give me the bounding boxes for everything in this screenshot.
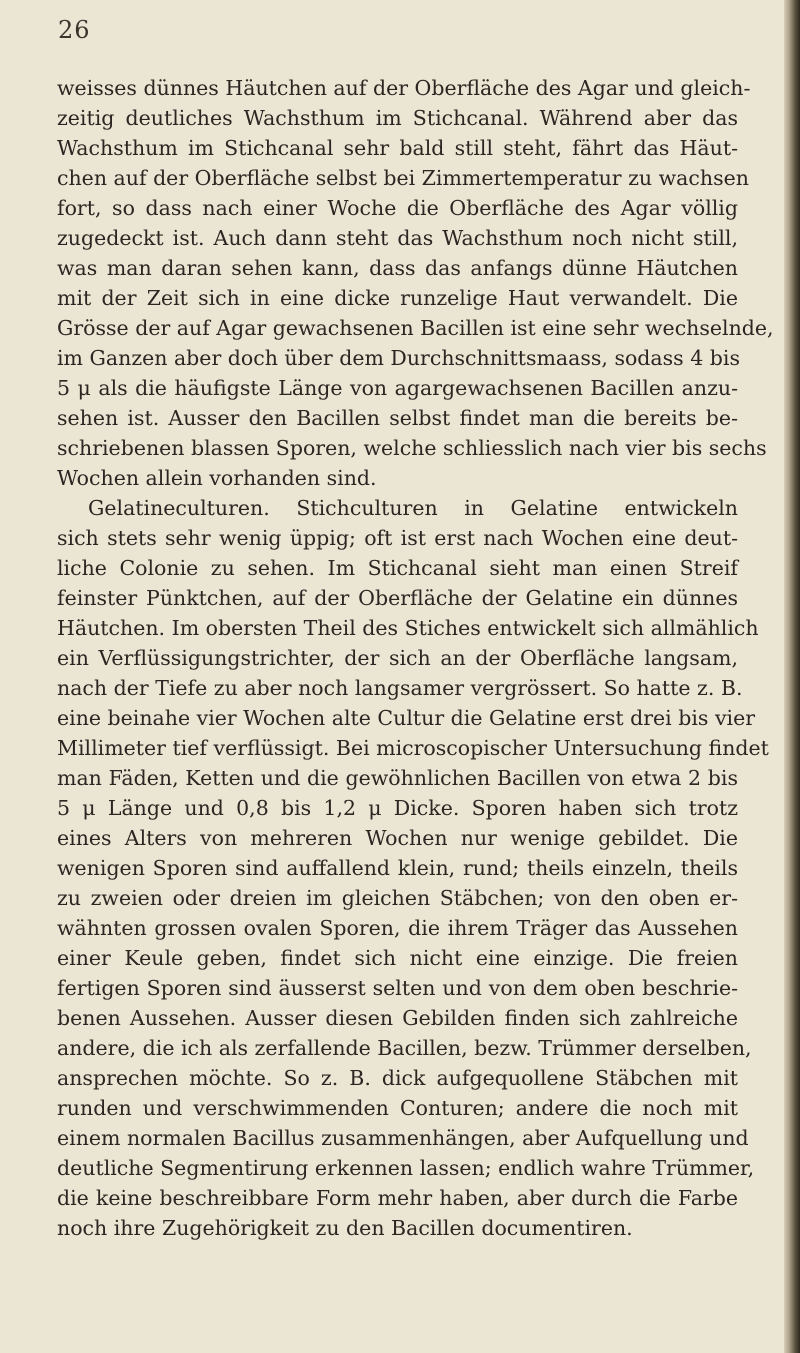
text-line: zugedeckt ist. Auch dann steht das Wachsthum noch nicht still, [57,226,738,250]
text-line: feinster Pünktchen, auf der Oberfläche der Gelatine ein dünnes [57,586,738,610]
text-line: was man daran sehen kann, dass das anfangs dünne Häutchen [57,256,738,280]
text-line: 5 μ als die häufigste Länge von agargewachsenen Bacillen anzu- [57,376,738,400]
text-line: liche Colonie zu sehen. Im Stichcanal sieht man einen Streif [57,556,738,580]
text-line: sehen ist. Ausser den Bacillen selbst findet man die bereits be- [57,406,738,430]
text-line: man Fäden, Ketten und die gewöhnlichen Bacillen von etwa 2 bis [57,766,738,790]
text-line: einer Keule geben, findet sich nicht eine einzige. Die freien [57,946,738,970]
text-line: runden und verschwimmenden Conturen; andere die noch mit [57,1096,738,1120]
text-line: zu zweien oder dreien im gleichen Stäbchen; von den oben er- [57,886,738,910]
text-line: sich stets sehr wenig üppig; oft ist erst nach Wochen eine deut- [57,526,738,550]
page-edge-shadow [784,0,800,1353]
text-line: benen Aussehen. Ausser diesen Gebilden finden sich zahlreiche [57,1006,738,1030]
text-line: im Ganzen aber doch über dem Durchschnittsmaass, sodass 4 bis [57,346,740,370]
text-line: eines Alters von mehreren Wochen nur wenige gebildet. Die [57,826,738,850]
text-line: eine beinahe vier Wochen alte Cultur die Gelatine erst drei bis vier [57,706,756,730]
text-line: zeitig deutliches Wachsthum im Stichcanal. Während aber das [57,106,738,130]
text-line: weisses dünnes Häutchen auf der Oberfläche des Agar und gleich- [57,76,751,100]
text-line: ein Verflüssigungstrichter, der sich an der Oberfläche langsam, [57,646,738,670]
section-heading-line: Gelatineculturen. Stichculturen in Gelatine entwickeln [88,496,738,520]
text-line: noch ihre Zugehörigkeit zu den Bacillen documentiren. [57,1216,633,1240]
text-line: ansprechen möchte. So z. B. dick aufgequollene Stäbchen mit [57,1066,738,1090]
text-line: schriebenen blassen Sporen, welche schliesslich nach vier bis sechs [57,436,767,460]
text-line: Wochen allein vorhanden sind. [57,466,377,490]
text-line: chen auf der Oberfläche selbst bei Zimmertemperatur zu wachsen [57,166,749,190]
text-line: Häutchen. Im obersten Theil des Stiches entwickelt sich allmählich [57,616,759,640]
text-line: Millimeter tief verflüssigt. Bei microscopischer Untersuchung findet [57,736,769,760]
text-line: wähnten grossen ovalen Sporen, die ihrem Träger das Aussehen [57,916,738,940]
text-line: die keine beschreibbare Form mehr haben, aber durch die Farbe [57,1186,738,1210]
text-line: Grösse der auf Agar gewachsenen Bacillen ist eine sehr wechselnde, [57,316,774,340]
text-line: nach der Tiefe zu aber noch langsamer vergrössert. So hatte z. B. [57,676,743,700]
text-line: fertigen Sporen sind äusserst selten und von dem oben beschrie- [57,976,738,1000]
text-line: deutliche Segmentirung erkennen lassen; endlich wahre Trümmer, [57,1156,755,1180]
text-line: andere, die ich als zerfallende Bacillen, bezw. Trümmer derselben, [57,1036,752,1060]
text-line: einem normalen Bacillus zusammenhängen, aber Aufquellung und [57,1126,749,1150]
text-line: 5 μ Länge und 0,8 bis 1,2 μ Dicke. Sporen haben sich trotz [57,796,738,820]
page-number: 26 [58,16,91,44]
text-line: mit der Zeit sich in eine dicke runzelige Haut verwandelt. Die [57,286,738,310]
text-line: fort, so dass nach einer Woche die Oberfläche des Agar völlig [57,196,738,220]
text-line: Wachsthum im Stichcanal sehr bald still steht, fährt das Häut- [57,136,738,160]
text-line: wenigen Sporen sind auffallend klein, rund; theils einzeln, theils [57,856,738,880]
